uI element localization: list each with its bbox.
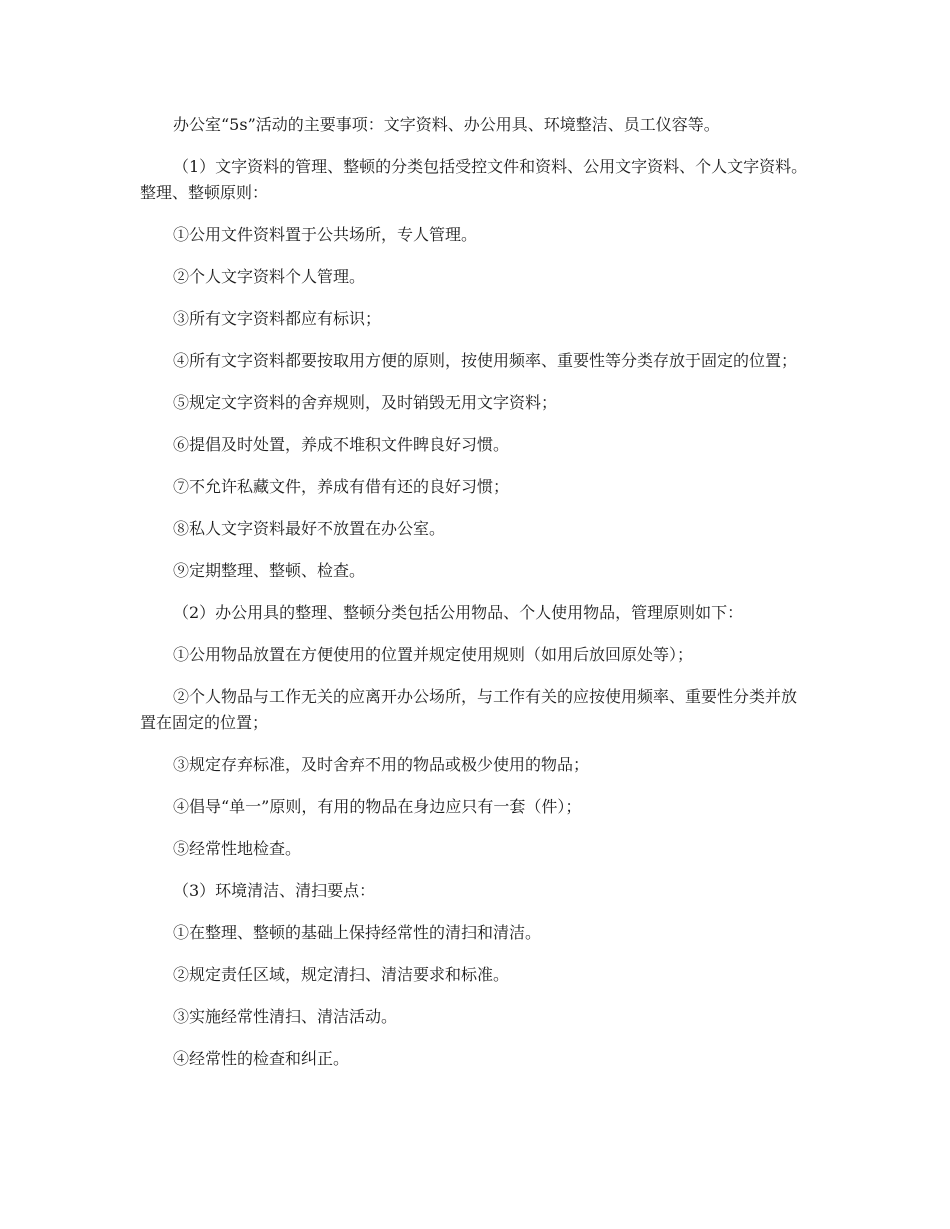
section-2-item-3: ③规定存弃标准，及时舍弃不用的物品或极少使用的物品； <box>173 755 590 774</box>
section-3-item-3: ③实施经常性清扫、清洁活动。 <box>173 1007 398 1026</box>
section-2-item-5: ⑤经常性地检查。 <box>173 839 302 858</box>
section-2-item-4: ④倡导“单一”原则，有用的物品在身边应只有一套（件）； <box>173 797 582 816</box>
section-3-heading: （3）环境清洁、清扫要点： <box>173 881 376 900</box>
section-2-heading: （2）办公用具的整理、整顿分类包括公用物品、个人使用物品，管理原则如下： <box>173 603 744 622</box>
section-1-item-7: ⑦不允许私藏文件，养成有借有还的良好习惯； <box>173 477 510 496</box>
section-3-item-1: ①在整理、整顿的基础上保持经常性的清扫和清洁。 <box>173 923 542 942</box>
section-3-item-2: ②规定责任区域，规定清扫、清洁要求和标准。 <box>173 965 510 984</box>
section-1-heading: （1）文字资料的管理、整顿的分类包括受控文件和资料、公用文字资料、个人文字资料。整理、整顿原则： <box>140 157 808 202</box>
section-1-item-6: ⑥提倡及时处置，养成不堆积文件睥良好习惯。 <box>173 435 510 454</box>
document-body <box>140 112 810 1088</box>
section-2-item-1: ①公用物品放置在方便使用的位置并规定使用规则（如用后放回原处等）； <box>173 645 694 664</box>
section-1-item-3: ③所有文字资料都应有标识； <box>173 309 382 328</box>
section-1-item-1: ①公用文件资料置于公共场所，专人管理。 <box>173 225 478 244</box>
section-1-item-4: ④所有文字资料都要按取用方便的原则，按使用频率、重要性等分类存放于固定的位置； <box>173 351 798 370</box>
section-3-item-4: ④经常性的检查和纠正。 <box>173 1049 350 1068</box>
section-1-item-8: ⑧私人文字资料最好不放置在办公室。 <box>173 519 446 538</box>
section-1-item-2: ②个人文字资料个人管理。 <box>173 267 366 286</box>
section-1-item-9: ⑨定期整理、整顿、检查。 <box>173 561 366 580</box>
section-2-item-2: ②个人物品与工作无关的应离开办公场所，与工作有关的应按使用频率、重要性分类并放置在固定的位置； <box>140 687 798 732</box>
section-1-item-5: ⑤规定文字资料的舍弃规则，及时销毁无用文字资料； <box>173 393 558 412</box>
intro-paragraph: 办公室“5s”活动的主要事项：文字资料、办公用具、环境整洁、员工仪容等。 <box>173 115 720 134</box>
